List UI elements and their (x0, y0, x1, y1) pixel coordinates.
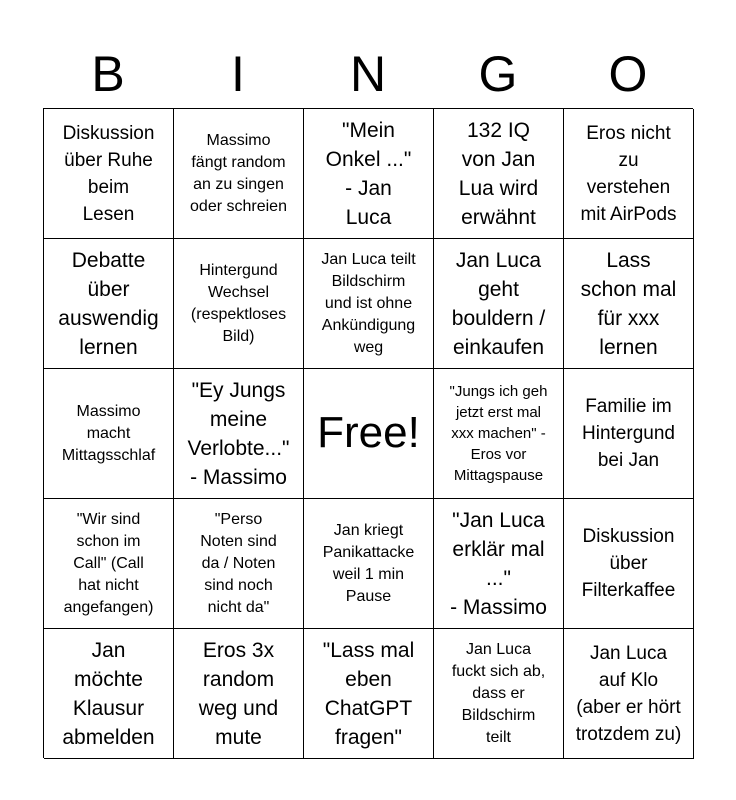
bingo-cell[interactable]: "Ey Jungs meine Verlobte..." - Massimo (174, 369, 304, 499)
bingo-cell[interactable]: "Perso Noten sind da / Noten sind noch nicht da" (174, 499, 304, 629)
free-cell[interactable]: Free! (304, 369, 434, 499)
bingo-cell[interactable]: Familie im Hintergund bei Jan (564, 369, 694, 499)
bingo-cell[interactable]: Massimo fängt random an zu singen oder schreien (174, 109, 304, 239)
header-letter-n: N (349, 46, 387, 102)
bingo-cell[interactable]: Jan möchte Klausur abmelden (44, 629, 174, 759)
bingo-cell[interactable]: "Lass mal eben ChatGPT fragen" (304, 629, 434, 759)
header-letter-o: O (608, 46, 648, 102)
bingo-cell[interactable]: "Wir sind schon im Call" (Call hat nicht angefangen) (44, 499, 174, 629)
bingo-grid (43, 108, 693, 758)
bingo-cell[interactable]: Diskussion über Ruhe beim Lesen (44, 109, 174, 239)
bingo-cell[interactable]: Eros nicht zu verstehen mit AirPods (564, 109, 694, 239)
bingo-cell[interactable]: Hintergund Wechsel (respektloses Bild) (174, 239, 304, 369)
bingo-cell[interactable]: "Jan Luca erklär mal ..." - Massimo (434, 499, 564, 629)
bingo-cell[interactable]: Jan kriegt Panikattacke weil 1 min Pause (304, 499, 434, 629)
bingo-cell[interactable]: Lass schon mal für xxx lernen (564, 239, 694, 369)
header-letter-i: I (231, 46, 245, 102)
header-letter-g: G (478, 46, 518, 102)
bingo-cell[interactable]: Diskussion über Filterkaffee (564, 499, 694, 629)
bingo-cell[interactable]: Eros 3x random weg und mute (174, 629, 304, 759)
bingo-cell[interactable]: Jan Luca geht bouldern / einkaufen (434, 239, 564, 369)
bingo-cell[interactable]: "Mein Onkel ..." - Jan Luca (304, 109, 434, 239)
bingo-cell[interactable]: Massimo macht Mittagsschlaf (44, 369, 174, 499)
bingo-cell[interactable]: Debatte über auswendig lernen (44, 239, 174, 369)
bingo-cell[interactable]: Jan Luca fuckt sich ab, dass er Bildschirm teilt (434, 629, 564, 759)
bingo-cell[interactable]: 132 IQ von Jan Lua wird erwähnt (434, 109, 564, 239)
bingo-header (43, 40, 693, 108)
bingo-cell[interactable]: Jan Luca teilt Bildschirm und ist ohne Ankündigung weg (304, 239, 434, 369)
header-letter-b: B (91, 46, 125, 102)
bingo-cell[interactable]: "Jungs ich geh jetzt erst mal xxx machen" - Eros vor Mittagspause (434, 369, 564, 499)
bingo-cell[interactable]: Jan Luca auf Klo (aber er hört trotzdem zu) (564, 629, 694, 759)
